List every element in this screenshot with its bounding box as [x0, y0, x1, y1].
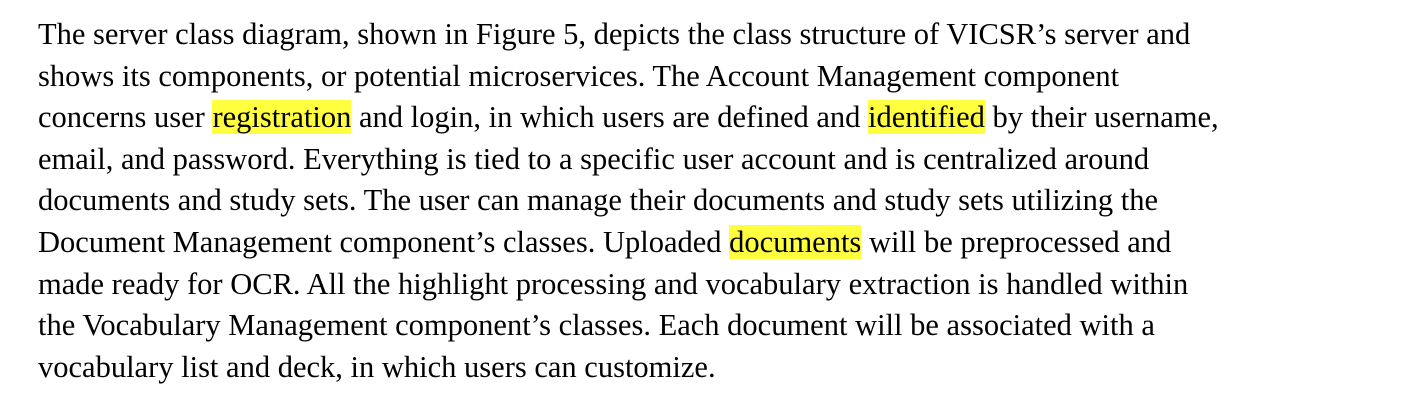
text-segment: email, and password. Everything is tied to a specific user account and is centralized around: [38, 141, 1150, 176]
body-paragraph: [38, 14, 1219, 388]
text-segment: Document Management component’s classes. Uploaded: [38, 224, 730, 259]
text-segment: the Vocabulary Management component’s classes. Each document will be associated with a: [38, 308, 1155, 343]
text-segment: documents and study sets. The user can manage their documents and study sets utilizing the: [38, 183, 1159, 218]
text-line: [38, 139, 1219, 181]
text-segment: will be preprocessed and: [861, 224, 1172, 259]
text-line: [38, 56, 1219, 98]
text-line: [38, 180, 1219, 222]
highlighted-word: identified: [868, 100, 985, 135]
text-line: [38, 97, 1219, 139]
highlighted-word: registration: [212, 100, 352, 135]
text-segment: by their username,: [984, 100, 1219, 135]
text-segment: shows its components, or potential microservices. The Account Management component: [38, 58, 1120, 93]
text-line: [38, 222, 1219, 264]
text-segment: concerns user: [38, 100, 213, 135]
text-segment: and login, in which users are defined and: [351, 100, 869, 135]
text-segment: vocabulary list and deck, in which users can customize.: [38, 349, 716, 384]
text-segment: made ready for OCR. All the highlight processing and vocabulary extraction is handled within: [38, 266, 1189, 301]
text-segment: The server class diagram, shown in Figure 5, depicts the class structure of VICSR’s server and: [38, 17, 1191, 51]
text-line: [38, 14, 1219, 56]
text-line: [38, 347, 1219, 389]
highlighted-word: documents: [729, 224, 862, 259]
text-line: [38, 305, 1219, 347]
text-line: [38, 264, 1219, 306]
